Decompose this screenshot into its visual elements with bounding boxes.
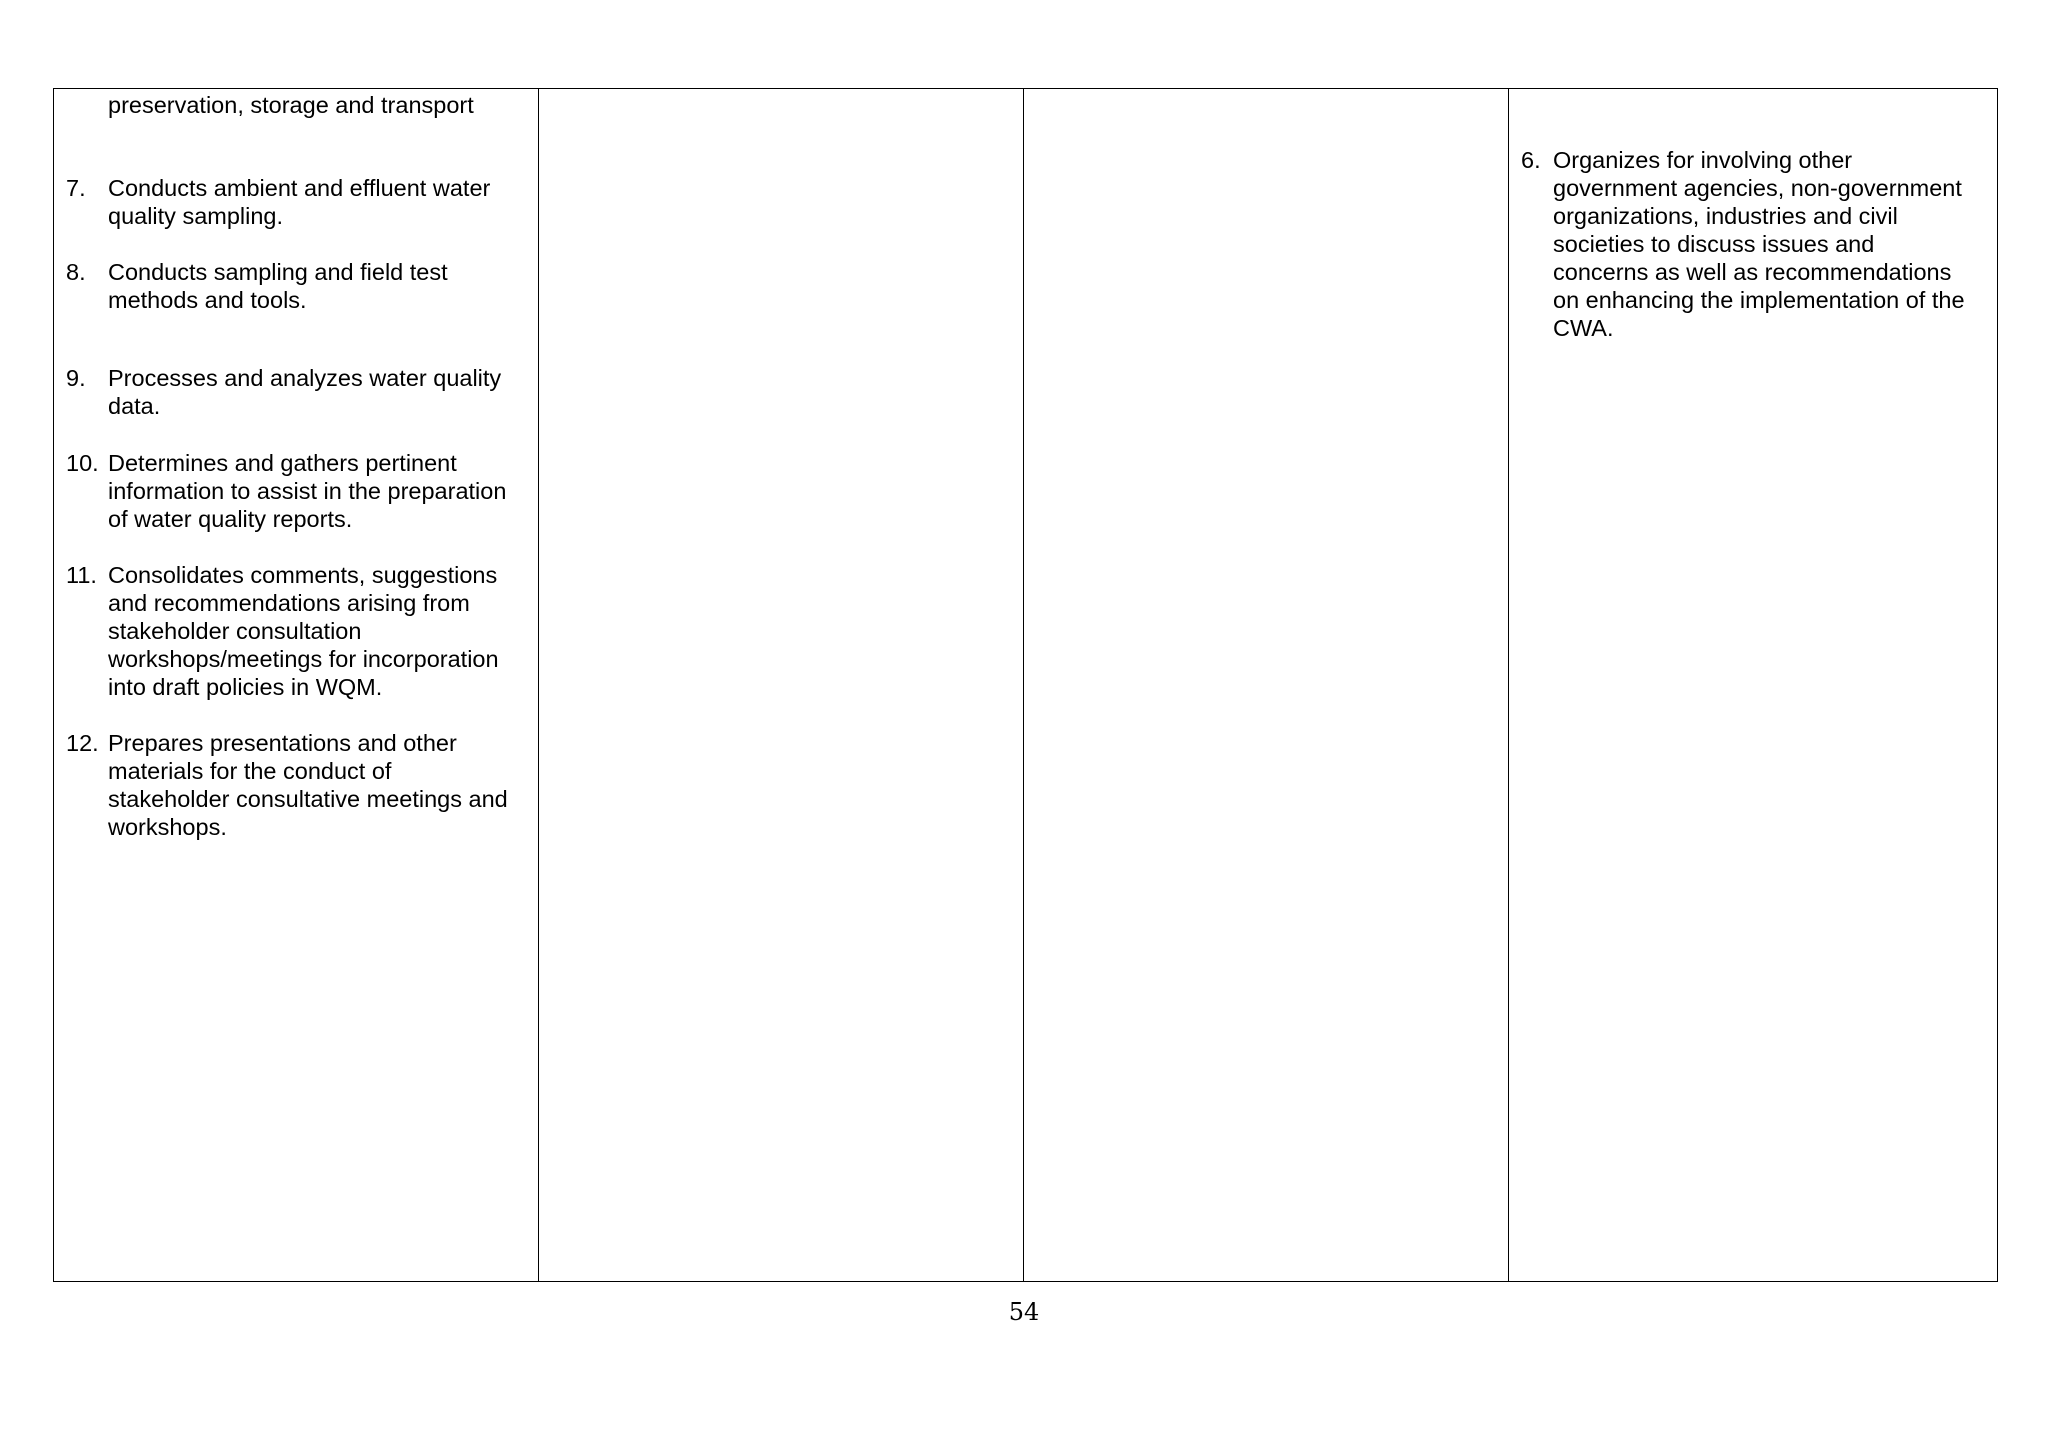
table-column-4 <box>1508 89 1997 1281</box>
list-item-number: 11. <box>66 562 97 588</box>
list-item <box>66 258 448 314</box>
list-item <box>66 364 501 420</box>
table-column-3 <box>1023 89 1508 1281</box>
list-item-text: Conducts ambient and effluent water quality sampling. <box>108 175 491 229</box>
list-item-text: Conducts sampling and field test methods and tools. <box>108 259 448 313</box>
table-column-1 <box>54 89 538 1281</box>
list-item-text: Determines and gathers pertinent information to assist in the preparation of water quality reports. <box>108 450 507 532</box>
list-item <box>66 561 499 701</box>
table-column-2 <box>538 89 1023 1281</box>
document-table <box>53 88 1998 1282</box>
list-item <box>1521 146 1965 342</box>
continued-text: preservation, storage and transport <box>108 92 474 118</box>
list-item <box>66 729 508 841</box>
list-item-text: Organizes for involving other government agencies, non-government organizations, industries and civil societies to discuss issues and concerns as well as recommendations on enhancing the implementation of the CWA. <box>1553 147 1965 341</box>
list-item-number: 7. <box>66 175 86 201</box>
list-item-text: Prepares presentations and other materials for the conduct of stakeholder consultative meetings and workshops. <box>108 730 508 840</box>
list-item-number: 6. <box>1521 147 1541 173</box>
list-item <box>66 449 506 533</box>
list-item <box>66 174 490 230</box>
list-item-text: Processes and analyzes water quality data. <box>108 365 502 419</box>
list-item-text: Consolidates comments, suggestions and recommendations arising from stakeholder consultation workshops/meetings for incorporation into draft policies in WQM. <box>108 562 499 700</box>
list-item-number: 9. <box>66 365 86 391</box>
page-number: 54 <box>1008 1298 1040 1326</box>
list-item-number: 8. <box>66 259 86 285</box>
list-item-number: 10. <box>66 450 99 476</box>
list-item-number: 12. <box>66 730 99 756</box>
